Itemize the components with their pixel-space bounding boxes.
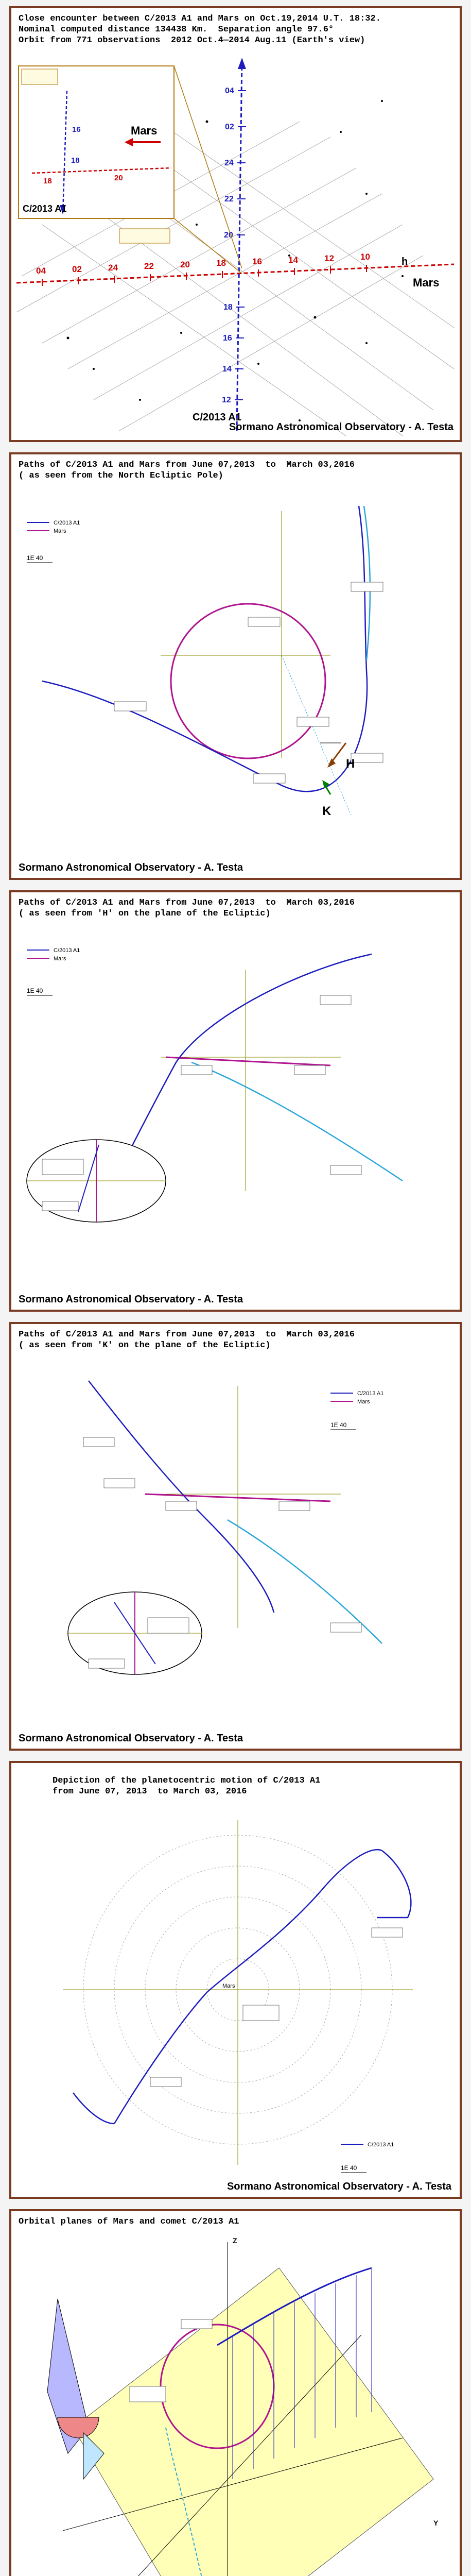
legend-mars: Mars	[54, 956, 66, 962]
mars-hour-label: 12	[324, 253, 334, 263]
viewpoint-k-label: K	[322, 804, 332, 818]
comet-hour-label: 20	[224, 231, 233, 240]
viewpoint-h-label: H	[346, 757, 355, 771]
mars-hour-label: 16	[252, 257, 262, 266]
comet-direction-arrow	[238, 58, 246, 69]
inset-mars-label: Mars	[131, 124, 158, 137]
mars-hour-label: 02	[72, 264, 82, 274]
mars-hour-label: 22	[144, 261, 154, 271]
inset-time-label: 16	[72, 125, 81, 134]
panel2-title: Paths of C/2013 A1 and Mars from June 07,2013 to March 03,2016 ( as seen from the North Ecliptic Pole)	[19, 460, 355, 481]
scale-label: 1E 40	[27, 554, 43, 562]
inset-time-label: 18	[43, 177, 52, 185]
comet-track	[237, 60, 242, 431]
panel4-credit: Sormano Astronomical Observatory - A. Testa	[19, 1733, 243, 1744]
panel5-credit: Sormano Astronomical Observatory - A. Testa	[226, 2181, 451, 2192]
mars-label: Mars	[413, 276, 440, 289]
y-axis-label: Y	[433, 2519, 439, 2527]
panel2-credit: Sormano Astronomical Observatory - A. Testa	[19, 862, 243, 873]
panel1-title: Close encounter between C/2013 A1 and Mars on Oct.19,2014 U.T. 18:32. Nominal computed distance 134438 Km. Separation angle 97.6° Orbit from 771 observations 2012 Oct.4—2014 Aug.11 (Earth's view)	[19, 14, 381, 45]
encounter-diagram	[11, 8, 460, 440]
comet-hour-label: 24	[224, 159, 234, 167]
mars-hour-label: 14	[288, 255, 298, 265]
panel5-title: Depiction of the planetocentric motion of C/2013 A1 from June 07, 2013 to March 03, 2016	[53, 1776, 321, 1797]
z-axis-label: Z	[233, 2236, 237, 2245]
mars-hour-label: 20	[180, 260, 190, 269]
comet-hour-label: 18	[223, 303, 233, 312]
comet-label: C/2013 A1	[193, 412, 241, 423]
comet-hour-label: 04	[225, 87, 234, 95]
panel3-title: Paths of C/2013 A1 and Mars from June 07,2013 to March 03,2016 ( as seen from 'H' on the plane of the Ecliptic)	[19, 898, 355, 919]
mars-hour-label: 10	[360, 252, 370, 262]
mars-hour-label: 04	[36, 266, 46, 276]
comet-hour-label: 22	[224, 195, 234, 204]
mars-center-label: Mars	[222, 1983, 235, 1989]
scale-label: 1E 40	[27, 987, 43, 994]
mars-hour-label: 24	[108, 263, 118, 273]
legend-mars: Mars	[54, 528, 66, 534]
legend-comet: C/2013 A1	[54, 520, 80, 526]
inset-time-label: 18	[71, 156, 80, 165]
legend-comet: C/2013 A1	[54, 947, 80, 954]
comet-hour-label: 12	[222, 396, 231, 404]
scale-label: 1E 40	[330, 1421, 347, 1429]
comet-hour-label: 16	[223, 334, 232, 343]
comet-hour-label: 02	[225, 123, 234, 131]
inset-time-label: 20	[114, 174, 123, 182]
panel3-credit: Sormano Astronomical Observatory - A. Testa	[19, 1294, 243, 1305]
legend-comet: C/2013 A1	[368, 2142, 394, 2148]
panel1-credit: Sormano Astronomical Observatory - A. Testa	[229, 421, 453, 433]
panel6-title: Orbital planes of Mars and comet C/2013 A1	[19, 2217, 239, 2227]
panel-close-encounter	[9, 6, 462, 442]
panel4-title: Paths of C/2013 A1 and Mars from June 07,2013 to March 03,2016 ( as seen from 'K' on the plane of the Ecliptic)	[19, 1330, 355, 1350]
legend-mars: Mars	[357, 1399, 370, 1405]
hour-unit-label: h	[402, 256, 408, 267]
mars-hour-label: 18	[216, 258, 226, 268]
inset-comet-label: C/2013 A1	[23, 204, 67, 214]
comet-hour-label: 14	[222, 365, 232, 374]
legend-comet: C/2013 A1	[357, 1391, 384, 1397]
scale-label: 1E 40	[341, 2164, 357, 2172]
mars-track	[16, 264, 454, 283]
